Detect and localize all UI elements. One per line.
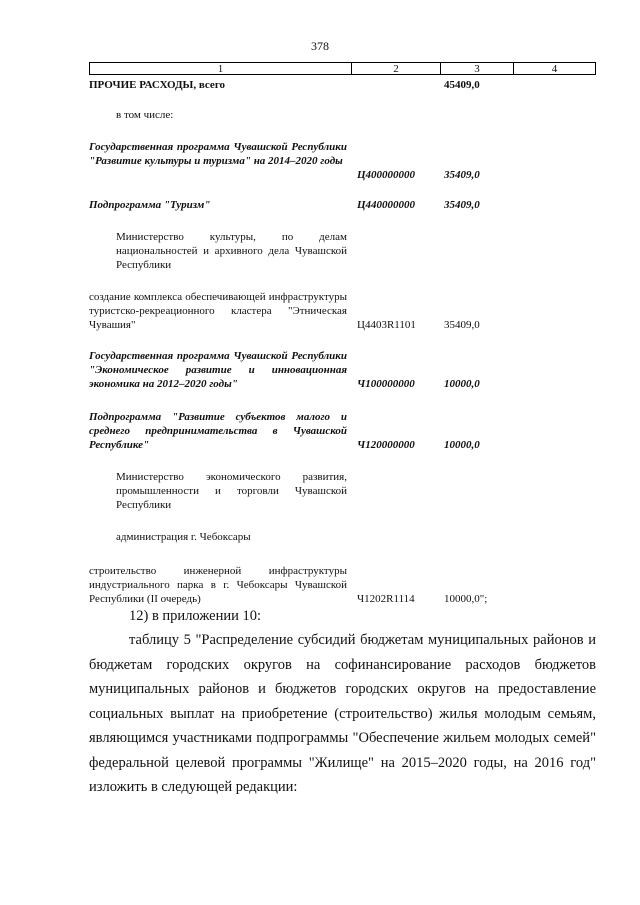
row-code: Ц400000000 — [357, 169, 416, 181]
row-name: Государственная программа Чувашской Республики "Развитие культуры и туризма" на 2014–2020 годы — [89, 141, 347, 167]
header-col-1: 1 — [89, 62, 351, 75]
row-code: Ч120000000 — [357, 439, 415, 451]
item-line: 12) в приложении 10: — [129, 608, 262, 624]
budget-table — [89, 62, 596, 605]
row-name: ПРОЧИЕ РАСХОДЫ, всего — [89, 79, 226, 91]
row-name: администрация г. Чебоксары — [116, 531, 251, 543]
row-code: Ч1202R1114 — [357, 593, 415, 605]
row-amount: 10000,0"; — [444, 593, 488, 605]
row-name: Министерство экономического развития, промышленности и торговли Чувашской Республики — [116, 471, 347, 511]
row-name: Государственная программа Чувашской Республики "Экономическое развитие и инновационная экономика на 2012–2020 годы" — [89, 350, 347, 390]
body-paragraph: таблицу 5 "Распределение субсидий бюджетам муниципальных районов и бюджетам городских округов на софинансирование расходов бюджетов муниципальных районов и бюджетов городских округов на предоставление социальных выплат на приобретение (строительство) жилья молодым семьям, являющимся участниками подпрограммы "Обеспечение жильем молодых семей" федеральной целевой программы "Жилище" на 2015–2020 годы, на 2016 год" изложить в следующей редакции: — [89, 632, 596, 795]
row-name: строительство инженерной инфраструктуры индустриального парка в г. Чебоксары Чувашской Республики (II очередь) — [89, 565, 347, 605]
row-amount: 35409,0 — [444, 169, 480, 181]
row-amount: 10000,0 — [444, 439, 480, 451]
header-col-2: 2 — [351, 62, 440, 75]
row-name: создание комплекса обеспечивающей инфраструктуры туристско-рекреационного кластера "Этническая Чувашия" — [89, 291, 347, 331]
row-name: в том числе: — [116, 109, 174, 121]
row-amount: 45409,0 — [444, 79, 480, 91]
row-name: Подпрограмма "Развитие субъектов малого и среднего предпринимательства в Чувашской Республике" — [89, 411, 347, 451]
row-amount: 10000,0 — [444, 378, 480, 390]
table-header — [89, 62, 596, 75]
header-col-4: 4 — [513, 62, 596, 75]
page-number: 378 — [311, 39, 329, 53]
row-name: Подпрограмма "Туризм" — [89, 199, 211, 211]
row-amount: 35409,0 — [444, 199, 480, 211]
row-code: Ц4403R1101 — [357, 319, 416, 331]
row-code: Ч100000000 — [357, 378, 415, 390]
row-name: Министерство культуры, по делам национальностей и архивного дела Чувашской Республики — [116, 231, 347, 271]
header-col-3: 3 — [440, 62, 513, 75]
row-code: Ц440000000 — [357, 199, 416, 211]
row-amount: 35409,0 — [444, 319, 480, 331]
